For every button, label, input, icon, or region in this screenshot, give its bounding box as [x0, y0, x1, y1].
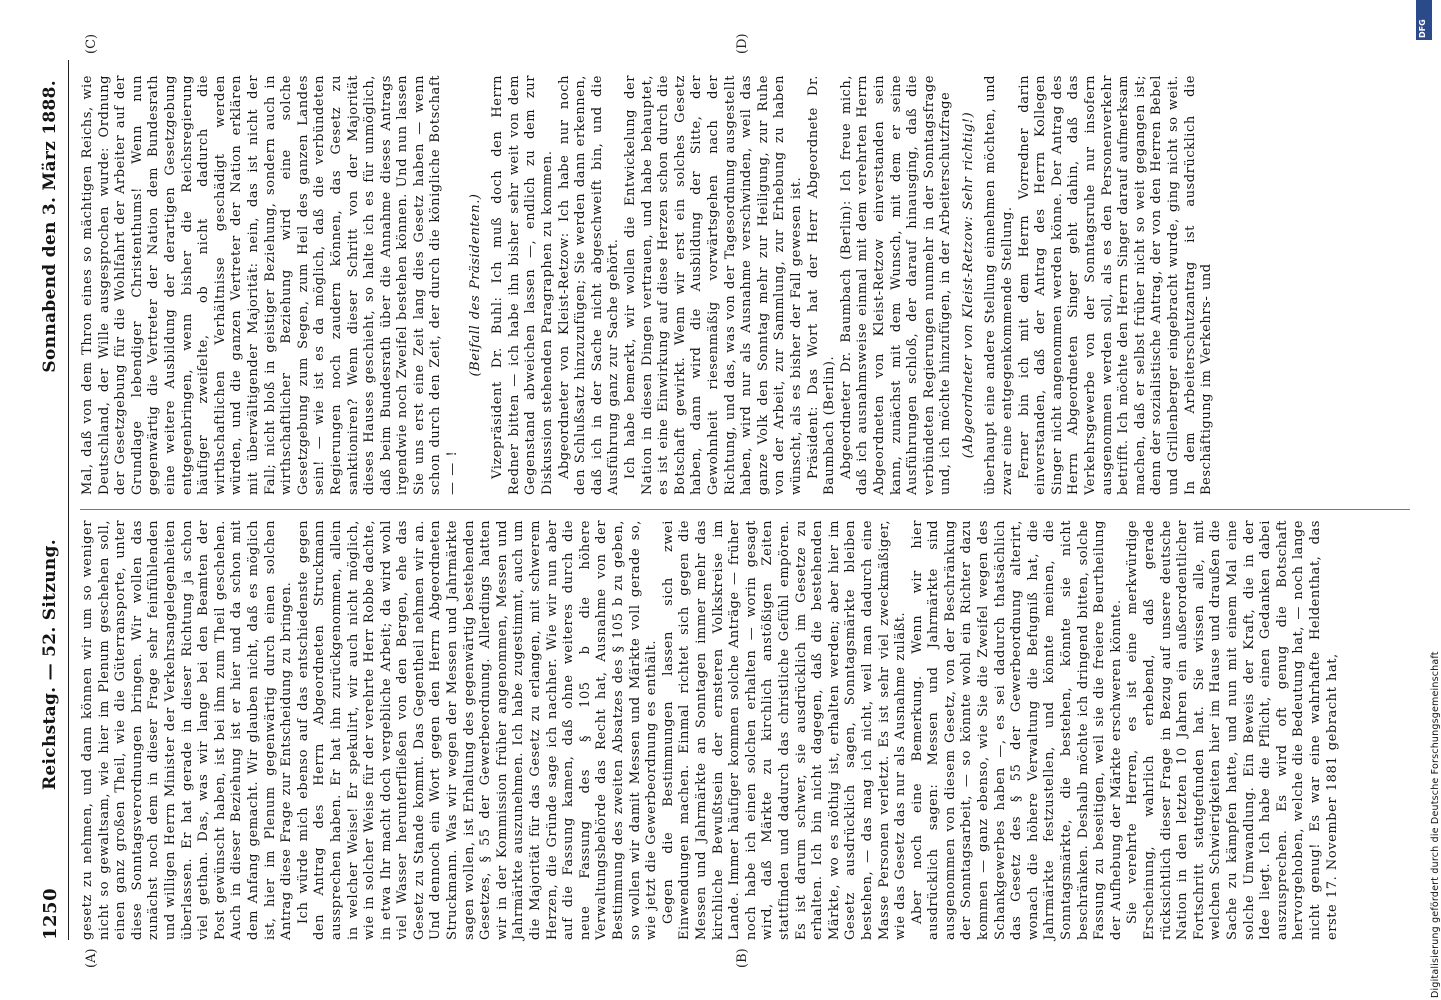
dfg-logo: DFG	[1416, 0, 1432, 40]
interjection: (Beifall des Präsidenten.)	[467, 193, 483, 377]
left-paragraph: Sie verehrte Herren, es ist eine merkwürdige Erscheinung, wahrlich erhebend, daß gerade rücksichtlich dieser Frage in Bezug auf unsere deutsche Nation in den letzten 10 Jahren ein außerordentlicher Fortschritt stattgefunden hat. Sie wissen alle, mit welchen Schwierigkeiten hier im Hause und draußen die Sache zu kämpfen hatte, und nun mit einem Mal eine solche Umwandlung. Ein Beweis der Kraft, die in der Idee liegt. Ich habe die Pflicht, einen Gedanken dabei auszusprechen. Es wird oft genug die Botschaft hervorgehoben, welche die Bedeutung hat, — noch lange nicht genug! Es war eine wahrhafte Heldenthat, das erste 17. November 1881 gebracht hat,	[1125, 520, 1340, 940]
right-paragraph: Ferner bin ich mit dem Herrn Vorredner darin einverstanden, daß der Antrag des Herrn Kollegen Singer nicht angenommen werden könne. Der Antrag des Herrn Abgeordneten Singer geht dahin, daß das Verkehrsgewerbe von der Sonntagsruhe nur insofern ausgenommen werden soll, als es den Personenverkehr betrifft. Ich möchte den Herrn Singer darauf aufmerksam machen, daß er selbst früher nicht so weit gegangen ist; denn der sozialistische Antrag, der von den Herren Bebel und Grillenberger eingebracht wurde, ging nicht so weit. In dem Arbeiterschutzantrag ist ausdrücklich die Beschäftigung im Verkehrs- und	[1016, 75, 1215, 495]
session-title: Reichstag. — 52. Sitzung.	[40, 539, 60, 790]
right-paragraph: Ich habe bemerkt, wir wollen die Entwickelung der Nation in diesen Dingen vertrauen, und habe behauptet, es ist eine Einwirkung auf diese Herzen schon durch die Botschaft gewirkt. Wenn wir erst ein solches Gesetz haben, dann wird die Ausbildung der Sitte, der Gewohnheit riesenmäßig vorwärtsgehen nach der Richtung, und das, was von der Tagesordnung ausgestellt haben, wird nur als Ausnahme verschwinden, weil das ganze Volk den Sonntag mehr zur Heiligung, zur Ruhe von der Arbeit, zur Sammlung, zur Erhebung zu haben wünscht, als es bisher der Fall gewesen ist.	[623, 75, 804, 495]
right-paragraph: Abgeordneter Dr. Baumbach (Berlin): Ich freue mich, daß ich ausnahmsweise einmal mit dem verehrten Herrn Abgeordneten von Kleist-Retzow einverstanden sein kann, zunächst mit dem Wunsch, mit dem er seine Ausführungen schloß, der darauf hinausging, daß die verbündeten Regierungen nunmehr in der Sonntagsfrage und, ich möchte hinzufügen, in der Arbeiterschutzfrage	[838, 75, 954, 495]
left-column	[80, 520, 1341, 940]
page-number: 1250	[40, 887, 61, 940]
right-paragraph: Abgeordneter von Kleist-Retzow: Ich habe nur noch den Schlußsatz hinzuzufügen; Sie werden dann erkennen, daß ich in der Sache nicht abgeschweift bin, und die Ausführung ganz zur Sache gehört.	[556, 75, 622, 495]
column-divider	[80, 509, 1410, 510]
session-date: Sonnabend den 3. März 1888.	[40, 80, 60, 373]
right-paragraph: Vizepräsident Dr. Buhl: Ich muß doch den Herrn Redner bitten — ich habe ihn bisher sehr weit von dem Gegenstand abweichen lassen —, endlich zu dem zur Diskussion stehenden Paragraphen zu kommen.	[490, 75, 556, 495]
margin-mark-a: (A)	[84, 948, 99, 968]
margin-mark-c: (C)	[84, 33, 99, 54]
right-column	[80, 75, 1216, 495]
dfg-sidebar	[1412, 0, 1432, 1000]
right-paragraph: Präsident: Das Wort hat der Herr Abgeordnete Dr. Baumbach (Berlin).	[805, 75, 838, 495]
left-paragraph: Ich würde mich ebenso auf das entschiedenste gegen den Antrag des Herrn Abgeordneten Struckmann aussprechen haben. Er hat ihn zurückgenommen, allein in welcher Weise! Er spekulirt, wir auch nicht möglich, wie in solcher Weise für der verehrte Herr Robbe dachte, in etwa Ihr macht doch vergebliche Arbeit; da wird wohl viel Wasser herunterfließen von den Bergen, ehe das Gesetz zu Stande kommt. Das Gegentheil nehmen wir an. Und dennoch ein Wort gegen den Herrn Abgeordneten Struckmann. Was wir wegen der Messen und Jahrmärkte sagen wollen, ist Erhaltung des gegenwärtig bestehenden Gesetzes, § 55 der Gewerbeordnung. Allerdings hatten wir in der Kommission früher angenommen, Messen und Jahrmärkte auszunehmen. Ich habe zugestimmt, auch um die Majorität für das Gesetz zu erlangen, mit schwerem Herzen, die Gründe sage ich nachher. Wie wir nun aber auf die Fassung kamen, daß ohne weiteres durch die neue Fassung des § 105 b die höhere Verwaltungsbehörde das Recht hat, Ausnahme von der Bestimmung des zweiten Absatzes des § 105 b zu geben, so wollen wir damit Messen und Märkte voll gerade so, wie jetzt die Gewerbeordnung es enthält.	[295, 520, 660, 940]
page-header	[34, 60, 69, 940]
right-paragraph: überhaupt eine andere Stellung einnehmen möchten, und zwar eine entgegenkommende Stellung.	[983, 75, 1016, 495]
dfg-notice: Digitalisierung gefördert durch die Deutsche Forschungsgemeinschaft	[1430, 651, 1441, 998]
margin-mark-d: (D)	[735, 33, 750, 54]
right-paragraph: Mal, daß von dem Thron eines so mächtigen Reichs, wie Deutschland, der Wille ausgesprochen wurde: Ordnung der Gesetzgebung für die Wohlfahrt der Arbeiter auf der Grundlage lebendiger Christenthums! Wenn nun gegenwärtig die Vertreter der Nation dem Bundesrath eine weitere Ausbildung der derartigen Gesetzgebung entgegenbringen, wenn bisher die Reichsregierung häufiger zweifelte, ob nicht dadurch die wirthschaftlichen Verhältnisse geschädigt werden würden, und die ganzen Vertreter der Nation erklären mit überwältigender Majorität: nein, das ist nicht der Fall; nicht bloß in geistiger Beziehung, sondern auch in wirthschaftlicher Beziehung wird eine solche Gesetzgebung zum Segen, zum Heil des ganzen Landes sein! — wie ist es da möglich, daß die verbündeten Regierungen noch zaudern können, das Gesetz zu sanktioniren? Wenn dieser Schritt von der Majorität dieses Hauses geschieht, so halte ich es für unmöglich, daß beim Bundesrath über die Annahme dieses Antrags irgendwie noch Zweifel bestehen können. Und nun lassen Sie uns erst eine Zeit lang dies Gesetz haben — wenn schon durch den Zeit, der durch die königliche Botschaft — — !	[80, 75, 461, 495]
left-paragraph: Aber noch eine Bemerkung. Wenn wir hier ausdrücklich sagen: Messen und Jahrmärkte sind ausgenommen von diesem Gesetz, von der Beschränkung der Sonntagsarbeit, — so könnte wohl ein Richter dazu kommen — ganz ebenso, wie Sie die Zweifel wegen des Schankgewerbes haben —, es sei dadurch thatsächlich das Gesetz des § 55 der Gewerbeordnung alterirt, wonach die höhere Verwaltung die Befugniß hat, die Jahrmärkte festzustellen, und könnte meinen, die Sonntagsmärkte, die bestehen, könnte sie nicht beschränken. Deshalb möchte ich dringend bitten, solche Fassung zu beseitigen, weil sie die freiere Beurtheilung der Aufhebung der Märkte erschweren könnte.	[909, 520, 1124, 940]
interjection: (Abgeordneter von Kleist-Retzow: Sehr richtig!)	[960, 111, 976, 459]
left-paragraph: gesetz zu nehmen, und dann können wir um so weniger nicht so gewaltsam, wie hier im Plenum geschehen soll, einen ganz großen Theil, wie die Güterransporte, unter diese Sonntagsverordnungen bringen. Wir wollen das zunächst noch dem in dieser Frage sehr feinfühlenden und willigen Herrn Minister der Verkehrsangelegenheiten überlassen. Er hat gerade in dieser Richtung ja schon viel gethan. Das, was wir lange bei den Beamten der Post gewünscht haben, ist bei ihm zum Theil geschehen. Auch in dieser Beziehung ist er hier und da schon mit dem Anfang gemacht. Wir glauben nicht, daß es möglich ist, hier im Plenum gegenwärtig durch einen solchen Antrag diese Frage zur Entscheidung zu bringen.	[80, 520, 295, 940]
margin-mark-b: (B)	[735, 948, 750, 968]
left-paragraph: Gegen die Bestimmungen lassen sich zwei Einwendungen machen. Einmal richtet sich gegen die Messen und Jahrmärkte an Sonntagen immer mehr das kirchliche Bewußtsein der ernsteren Volkskreise im Lande. Immer häufiger kommen solche Anträge — früher noch habe ich einen solchen erhalten — worin gesagt wird, daß Märkte zu kirchlich anstößigen Zeiten stattfinden und dadurch das christliche Gefühl empören. Es ist darum schwer, sie ausdrücklich im Gesetze zu erhalten. Ich bin nicht dagegen, daß die bestehenden Märkte, wo es nöthig ist, erhalten werden; aber hier im Gesetz ausdrücklich sagen, Sonntagsmärkte bleiben bestehen, — das mag ich nicht, weil man dadurch eine Masse Personen verletzt. Es ist sehr viel zweckmäßiger, wie das Gesetz das nur als Ausnahme zuläßt.	[660, 520, 909, 940]
